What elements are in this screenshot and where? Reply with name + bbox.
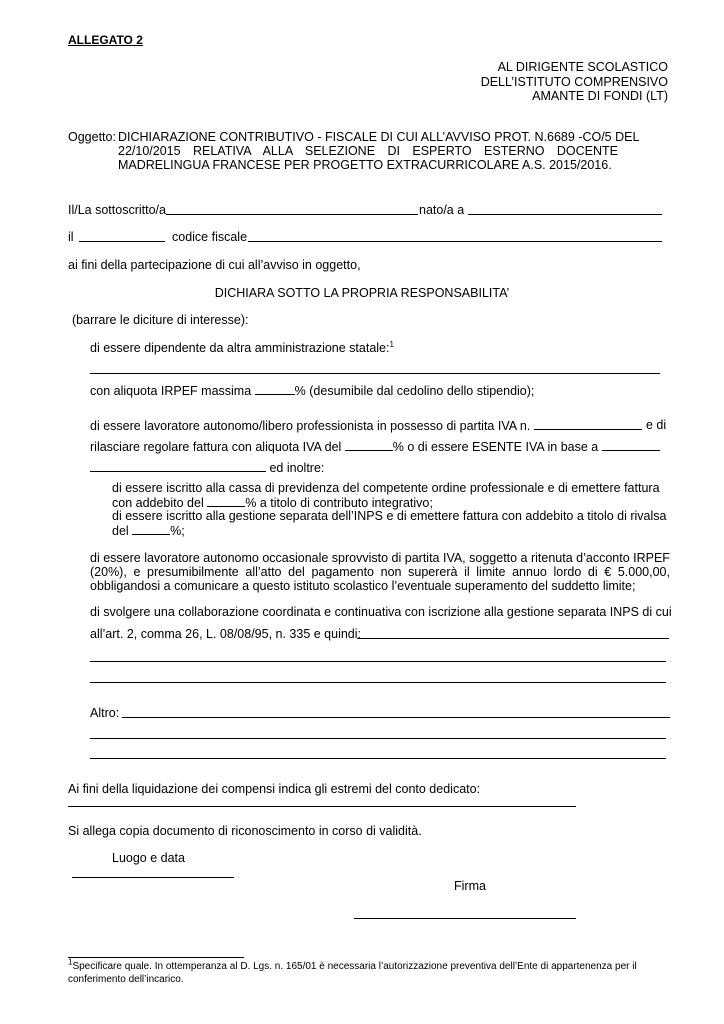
rivalsa-row bbox=[112, 523, 185, 538]
option-autonomo[interactable] bbox=[90, 418, 642, 433]
aliquota-irpef-field[interactable] bbox=[255, 383, 295, 395]
esente-base-cont-field[interactable] bbox=[90, 460, 266, 472]
iva-row bbox=[90, 439, 660, 454]
recipient-line: AL DIRIGENTE SCOLASTICO bbox=[497, 60, 668, 74]
recipient-line: DELL’ISTITUTO COMPRENSIVO bbox=[480, 74, 668, 89]
recipient-line: AMANTE DI FONDI (LT) bbox=[532, 89, 668, 103]
subject-line: MADRELINGUA FRANCESE PER PROGETTO EXTRACURRICOLARE A.S. 2015/2016. bbox=[118, 158, 612, 172]
autonomo-text: di essere lavoratore autonomo/libero professionista in possesso di partita IVA n. bbox=[90, 419, 531, 433]
aliquota-irpef-row bbox=[90, 383, 534, 398]
occasionale-line: (20%), e presumibilmente all’atto del pagamento non supererà il limite annuo lordo di € 5.000,00, bbox=[90, 565, 670, 579]
esente-text: % o di essere ESENTE IVA in base a bbox=[392, 440, 599, 454]
cococo-field[interactable] bbox=[357, 638, 669, 639]
il-label: il bbox=[68, 230, 74, 244]
footnote-ref: 1 bbox=[389, 339, 394, 349]
altro-field[interactable] bbox=[122, 717, 670, 718]
footnote-line-2: conferimento dell’incarico. bbox=[68, 974, 184, 985]
cassa-text-end: % a titolo di contributo integrativo; bbox=[245, 496, 433, 510]
rivalsa-text: del bbox=[112, 524, 129, 538]
aliquota-prefix: con aliquota IRPEF massima bbox=[90, 384, 252, 398]
footnote-line bbox=[68, 957, 637, 972]
rivalsa-field[interactable] bbox=[132, 523, 170, 535]
dichiara-heading: DICHIARA SOTTO LA PROPRIA RESPONSABILITA’ bbox=[214, 286, 510, 300]
cococo-line: all’art. 2, comma 26, L. 08/08/95, n. 335 e quindi: bbox=[90, 627, 362, 641]
contributo-field[interactable] bbox=[207, 495, 245, 507]
fini-text: ai fini della partecipazione di cui all’avviso in oggetto, bbox=[68, 258, 361, 272]
nome-field[interactable] bbox=[166, 214, 418, 215]
option-dipendente-text: di essere dipendente da altra amministrazione statale: bbox=[90, 341, 390, 355]
altro-field-3[interactable] bbox=[90, 758, 666, 759]
liquidazione-text: Ai fini della liquidazione dei compensi indica gli estremi del conto dedicato: bbox=[68, 782, 481, 796]
footnote-text: Specificare quale. In ottemperanza al D. Lgs. n. 165/01 è necessaria l’autorizzazione preventiva dell’Ente di appartenenza per il bbox=[72, 961, 637, 972]
sottoscritto-label: Il/La sottoscritto/a bbox=[68, 203, 166, 217]
conto-dedicato-field[interactable] bbox=[68, 806, 576, 807]
aliquota-suffix: % (desumibile dal cedolino dello stipendio); bbox=[294, 384, 535, 398]
allega-text: Si allega copia documento di riconoscimento in corso di validità. bbox=[68, 824, 422, 838]
subject-label: Oggetto: bbox=[68, 130, 116, 144]
subject-line: DICHIARAZIONE CONTRIBUTIVO - FISCALE DI CUI ALL’AVVISO PROT. N.6689 -CO/5 DEL bbox=[118, 130, 640, 144]
data-nascita-field[interactable] bbox=[79, 241, 165, 242]
cococo-field-2[interactable] bbox=[90, 661, 666, 662]
firma-label: Firma bbox=[454, 879, 486, 893]
sub-option-inps[interactable]: di essere iscritto alla gestione separata dell’INPS e di emettere fattura con addebito a titolo di rivalsa bbox=[112, 509, 667, 523]
subject-line: 22/10/2015 RELATIVA ALLA SELEZIONE DI ESPERTO ESTERNO DOCENTE bbox=[118, 144, 618, 158]
cococo-field-3[interactable] bbox=[90, 682, 666, 683]
cassa-text: con addebito del bbox=[112, 496, 204, 510]
occasionale-line: obbligandosi a comunicare a questo istituto scolastico l’eventuale superamento del suddetto limite; bbox=[90, 579, 636, 593]
luogo-data-label: Luogo e data bbox=[112, 851, 185, 865]
autonomo-text-end: e di bbox=[646, 418, 667, 432]
esente-base-field[interactable] bbox=[602, 439, 660, 451]
inoltre-row bbox=[90, 460, 324, 475]
option-cococo[interactable]: di svolgere una collaborazione coordinata e continuativa con iscrizione alla gestione separata INPS di cui bbox=[90, 605, 672, 619]
altro-label: Altro: bbox=[90, 706, 120, 720]
footnote-number: 1 bbox=[68, 957, 73, 967]
cassa-row bbox=[112, 495, 433, 510]
recipient-block bbox=[481, 60, 668, 104]
footnote-separator bbox=[68, 957, 244, 958]
rivalsa-text-end: %; bbox=[170, 524, 185, 538]
amministrazione-field[interactable] bbox=[90, 373, 660, 374]
altro-field-2[interactable] bbox=[90, 738, 666, 739]
option-dipendente[interactable] bbox=[90, 341, 394, 355]
firma-field[interactable] bbox=[354, 918, 576, 919]
option-occasionale[interactable]: di essere lavoratore autonomo occasionale sprovvisto di partita IVA, soggetto a ritenuta d’acconto IRPEF bbox=[90, 551, 670, 565]
luogo-nascita-field[interactable] bbox=[468, 214, 662, 215]
sub-option-cassa[interactable]: di essere iscritto alla cassa di previdenza del competente ordine professionale e di emettere fattura bbox=[112, 481, 660, 495]
aliquota-iva-field[interactable] bbox=[345, 439, 393, 451]
iva-text: rilasciare regolare fattura con aliquota IVA del bbox=[90, 440, 342, 454]
nato-label: nato/a a bbox=[419, 203, 465, 217]
codice-fiscale-field[interactable] bbox=[248, 241, 662, 242]
codice-fiscale-label: codice fiscale bbox=[172, 230, 248, 244]
partita-iva-field[interactable] bbox=[534, 418, 642, 430]
allegato-label: ALLEGATO 2 bbox=[68, 33, 143, 47]
inoltre-text: ed inoltre: bbox=[269, 461, 325, 475]
barrare-note: (barrare le diciture di interesse): bbox=[72, 313, 249, 327]
luogo-data-field[interactable] bbox=[72, 877, 234, 878]
